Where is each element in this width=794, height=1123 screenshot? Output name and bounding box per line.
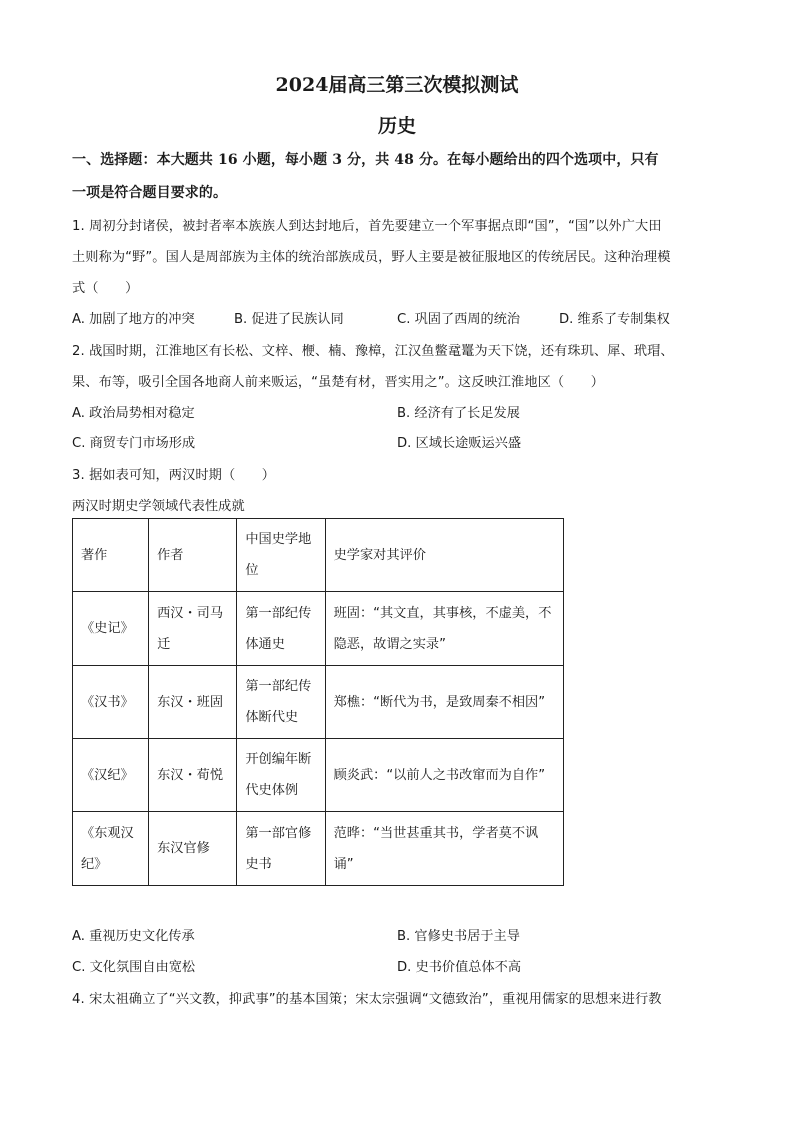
q3-option-d[interactable]: D. 史书价值总体不高 bbox=[397, 960, 522, 975]
table-row bbox=[73, 739, 564, 812]
q1-option-a[interactable]: A. 加剧了地方的冲突 bbox=[72, 312, 195, 327]
q2-option-b[interactable]: B. 经济有了长足发展 bbox=[397, 406, 520, 421]
q2-option-d[interactable]: D. 区域长途贩运兴盛 bbox=[397, 436, 522, 451]
table-cell: 班固：“其文直，其事核，不虚美，不隐恶，故谓之实录” bbox=[325, 592, 563, 666]
table-cell: 顾炎武：“以前人之书改窜而为自作” bbox=[325, 739, 563, 812]
q1-option-d[interactable]: D. 维系了专制集权 bbox=[559, 312, 670, 327]
q3-table-caption: 两汉时期史学领域代表性成就 bbox=[72, 499, 245, 514]
q2-stem-line1: 2. 战国时期，江淮地区有长松、文梓、楩、楠、豫樟，江汉鱼鳖鼋鼍为天下饶，还有珠玑、犀、玳瑁、 bbox=[72, 344, 674, 359]
table-header-row bbox=[73, 519, 564, 592]
q1-option-b[interactable]: B. 促进了民族认同 bbox=[234, 312, 344, 327]
subject-title: 历史 bbox=[377, 115, 416, 137]
table-cell: 东汉官修 bbox=[149, 812, 237, 886]
table-cell: 郑樵：“断代为书，是致周秦不相因” bbox=[325, 666, 563, 739]
q2-stem-line2: 果、布等，吸引全国各地商人前来贩运，“虽楚有材，晋实用之”。这反映江淮地区（ ） bbox=[72, 375, 605, 390]
table-cell: 开创编年断代史体例 bbox=[237, 739, 325, 812]
section-instruction-line2: 一项是符合题目要求的。 bbox=[72, 185, 228, 201]
q2-option-a[interactable]: A. 政治局势相对稳定 bbox=[72, 406, 195, 421]
table-cell: 西汉・司马迁 bbox=[149, 592, 237, 666]
q4-stem-line1: 4. 宋太祖确立了“兴文教，抑武事”的基本国策；宋太宗强调“文德致治”，重视用儒家的思想来进行教 bbox=[72, 992, 662, 1007]
table-cell: 第一部官修史书 bbox=[237, 812, 325, 886]
table-row bbox=[73, 812, 564, 886]
table-cell: 东汉・荀悦 bbox=[149, 739, 237, 812]
table-header-cell: 著作 bbox=[73, 519, 149, 592]
q1-stem-line2: 土则称为“野”。国人是周部族为主体的统治部族成员，野人主要是被征服地区的传统居民。这种治理模 bbox=[72, 250, 671, 265]
q3-option-c[interactable]: C. 文化氛围自由宽松 bbox=[72, 960, 196, 975]
table-cell: 《史记》 bbox=[73, 592, 149, 666]
table-header-cell: 中国史学地位 bbox=[237, 519, 325, 592]
table-cell: 范晔：“当世甚重其书，学者莫不讽诵” bbox=[325, 812, 563, 886]
table-cell: 东汉・班固 bbox=[149, 666, 237, 739]
q3-option-a[interactable]: A. 重视历史文化传承 bbox=[72, 929, 195, 944]
q3-stem-line1: 3. 据如表可知，两汉时期（ ） bbox=[72, 468, 276, 483]
history-achievements-table bbox=[72, 518, 564, 886]
exam-title: 2024届高三第三次模拟测试 bbox=[275, 74, 519, 96]
table-row bbox=[73, 592, 564, 666]
section-instruction-line1: 一、选择题：本大题共 16 小题，每小题 3 分，共 48 分。在每小题给出的四个选项中，只有 bbox=[72, 152, 659, 168]
q2-option-c[interactable]: C. 商贸专门市场形成 bbox=[72, 436, 196, 451]
table-header-cell: 作者 bbox=[149, 519, 237, 592]
table-row bbox=[73, 666, 564, 739]
q1-option-c[interactable]: C. 巩固了西周的统治 bbox=[397, 312, 521, 327]
table-cell: 《汉书》 bbox=[73, 666, 149, 739]
table-cell: 第一部纪传体通史 bbox=[237, 592, 325, 666]
table-header-cell: 史学家对其评价 bbox=[325, 519, 563, 592]
q3-option-b[interactable]: B. 官修史书居于主导 bbox=[397, 929, 520, 944]
table-cell: 第一部纪传体断代史 bbox=[237, 666, 325, 739]
table-cell: 《汉纪》 bbox=[73, 739, 149, 812]
table-cell: 《东观汉纪》 bbox=[73, 812, 149, 886]
q1-stem-line1: 1. 周初分封诸侯，被封者率本族族人到达封地后，首先要建立一个军事据点即“国”，“国”以外广大田 bbox=[72, 219, 662, 234]
q1-stem-line3: 式（ ） bbox=[72, 281, 139, 296]
